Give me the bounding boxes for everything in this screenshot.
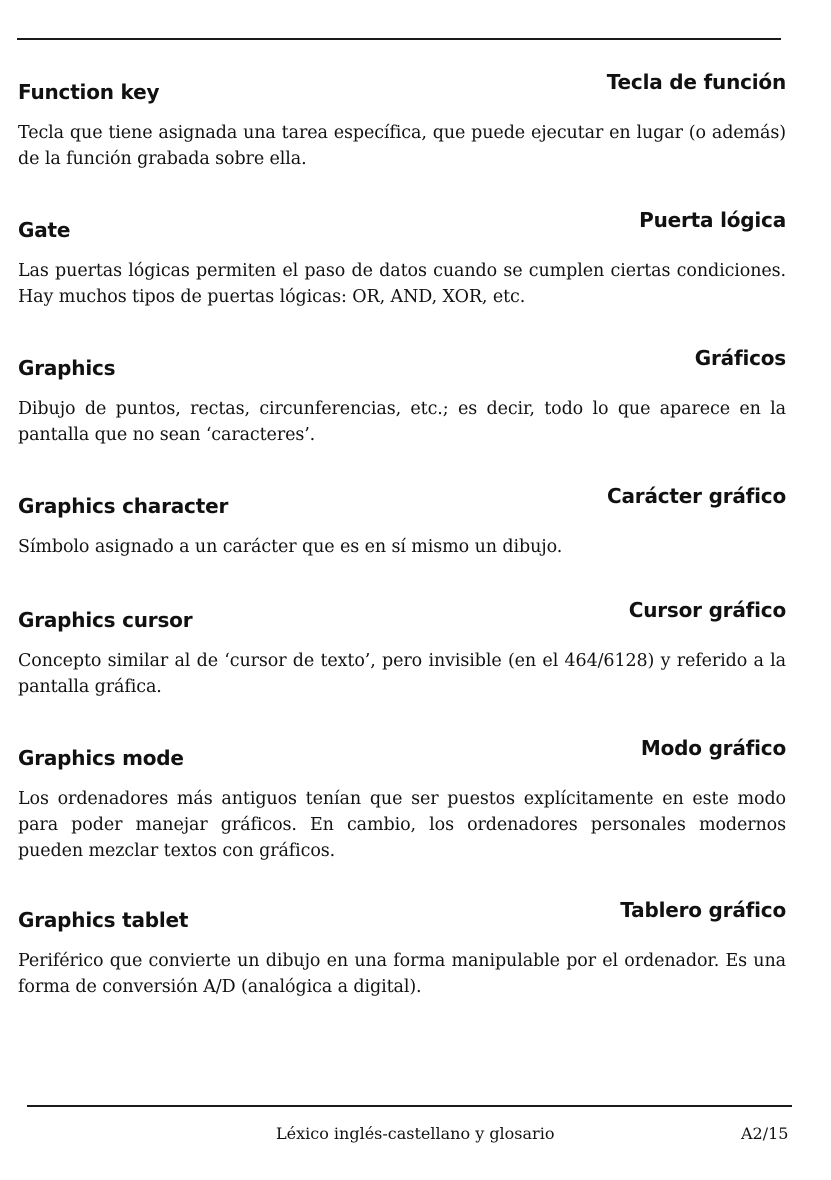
definition: Los ordenadores más antiguos tenían que ser puestos explícitamente en este modo para poder manejar gráficos. En cambio, los ordenadores personales modernos pueden mezclar textos con gráficos.: [18, 789, 786, 861]
glossary-entry-graphics-cursor: [18, 598, 786, 700]
bottom-rule: [27, 1105, 792, 1107]
glossary-entry-graphics-character: [18, 484, 786, 560]
term-row: [18, 346, 786, 380]
english-term: Gate: [18, 218, 71, 242]
term-row: [18, 208, 786, 242]
definition: Concepto similar al de ‘cursor de texto’, pero invisible (en el 464/6128) y referido a la pantalla gráfica.: [18, 651, 786, 697]
spanish-term: Tablero gráfico: [620, 898, 786, 922]
footer-title: Léxico inglés-castellano y glosario: [276, 1124, 555, 1143]
spanish-term: Gráficos: [694, 346, 786, 370]
spanish-term: Carácter gráfico: [607, 484, 786, 508]
english-term: Graphics character: [18, 494, 229, 518]
glossary-entry-graphics-tablet: [18, 898, 786, 1000]
definition: Símbolo asignado a un carácter que es en sí mismo un dibujo.: [18, 537, 563, 557]
english-term: Graphics cursor: [18, 608, 193, 632]
spanish-term: Puerta lógica: [639, 208, 786, 232]
english-term: Graphics: [18, 356, 116, 380]
english-term: Graphics tablet: [18, 908, 189, 932]
definition: Dibujo de puntos, rectas, circunferencias, etc.; es decir, todo lo que aparece en la pantalla que no sean ‘caracteres’.: [18, 399, 786, 445]
term-row: [18, 484, 786, 518]
glossary-entry-function-key: [18, 70, 786, 172]
term-row: [18, 898, 786, 932]
spanish-term: Tecla de función: [606, 70, 786, 94]
term-row: [18, 598, 786, 632]
term-row: [18, 70, 786, 104]
definition: Las puertas lógicas permiten el paso de datos cuando se cumplen ciertas condiciones. Hay muchos tipos de puertas lógicas: OR, AND, XOR, etc.: [18, 261, 786, 307]
top-rule: [17, 38, 781, 40]
glossary-entry-gate: [18, 208, 786, 310]
spanish-term: Cursor gráfico: [628, 598, 786, 622]
page-number: A2/15: [741, 1124, 789, 1143]
term-row: [18, 736, 786, 770]
english-term: Function key: [18, 80, 160, 104]
spanish-term: Modo gráfico: [640, 736, 786, 760]
definition: Periférico que convierte un dibujo en una forma manipulable por el ordenador. Es una forma de conversión A/D (analógica a digital).: [18, 951, 786, 997]
definition: Tecla que tiene asignada una tarea específica, que puede ejecutar en lugar (o además) de la función grabada sobre ella.: [18, 123, 786, 169]
english-term: Graphics mode: [18, 746, 184, 770]
glossary-entry-graphics: [18, 346, 786, 448]
glossary-entry-graphics-mode: [18, 736, 786, 864]
